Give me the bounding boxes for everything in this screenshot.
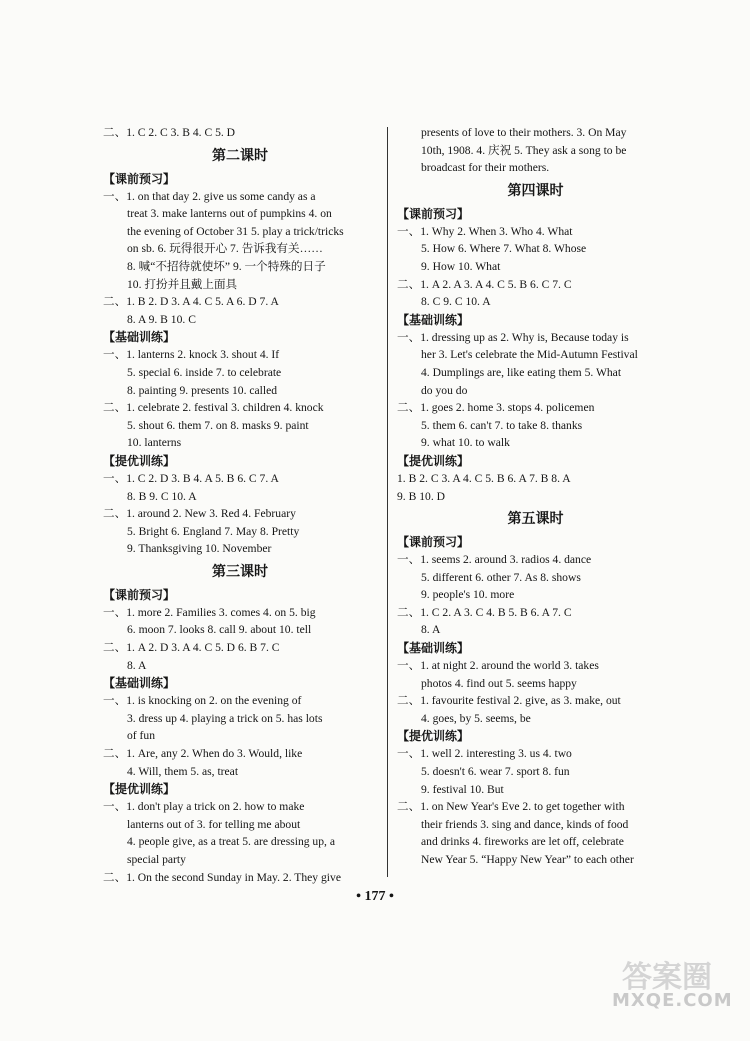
answer-line: 8. B 9. C 10. A bbox=[127, 489, 197, 503]
answer-line: 二、1. C 2. A 3. C 4. B 5. B 6. A 7. C bbox=[397, 605, 572, 619]
answer-line: special party bbox=[127, 853, 186, 866]
answer-line: presents of love to their mothers. 3. On May bbox=[421, 126, 627, 139]
answer-line: 9. How 10. What bbox=[421, 259, 501, 273]
answer-line: 二、1. Are, any 2. When do 3. Would, like bbox=[103, 747, 303, 761]
answer-line: 10. 打扮并且戴上面具 bbox=[127, 277, 238, 291]
left-column bbox=[103, 124, 377, 886]
section-heading: 【基础训练】 bbox=[397, 641, 470, 656]
page-number: • 177 • bbox=[356, 889, 394, 904]
section-heading: 【基础训练】 bbox=[397, 312, 470, 327]
answer-line: 4. people give, as a treat 5. are dressing up, a bbox=[127, 835, 335, 849]
answer-line: 5. doesn't 6. wear 7. sport 8. fun bbox=[421, 765, 570, 779]
answer-line: 4. goes, by 5. seems, be bbox=[421, 711, 531, 725]
answer-line: 4. Will, them 5. as, treat bbox=[127, 764, 239, 778]
answer-line: 二、1. on New Year's Eve 2. to get together with bbox=[397, 800, 625, 814]
answer-line: 二、1. A 2. A 3. A 4. C 5. B 6. C 7. C bbox=[397, 277, 572, 291]
answer-line: 一、1. lanterns 2. knock 3. shout 4. If bbox=[103, 348, 280, 362]
answer-line: 一、1. more 2. Families 3. comes 4. on 5. big bbox=[103, 605, 316, 619]
answer-line: 8. A 9. B 10. C bbox=[127, 312, 196, 326]
answer-line: 5. Bright 6. England 7. May 8. Pretty bbox=[127, 524, 300, 538]
answer-line: 3. dress up 4. playing a trick on 5. has lots bbox=[127, 711, 323, 725]
answer-line: 一、1. don't play a trick on 2. how to make bbox=[103, 800, 305, 814]
answer-line: 5. special 6. inside 7. to celebrate bbox=[127, 365, 282, 379]
answer-line: photos 4. find out 5. seems happy bbox=[421, 676, 577, 690]
answer-line: 一、1. is knocking on 2. on the evening of bbox=[103, 694, 302, 708]
answer-line: treat 3. make lanterns out of pumpkins 4. on bbox=[127, 207, 332, 221]
lesson-title: 第三课时 bbox=[212, 563, 268, 580]
answer-line: 5. different 6. other 7. As 8. shows bbox=[421, 570, 581, 584]
answer-line: 1. B 2. C 3. A 4. C 5. B 6. A 7. B 8. A bbox=[397, 471, 571, 485]
section-heading: 【提优训练】 bbox=[397, 729, 470, 744]
answer-line: 一、1. at night 2. around the world 3. takes bbox=[397, 659, 599, 673]
lesson-title: 第五课时 bbox=[507, 511, 564, 528]
section-heading: 【提优训练】 bbox=[103, 453, 176, 468]
answer-line: 5. How 6. Where 7. What 8. Whose bbox=[421, 242, 587, 256]
watermark-text: MXQE.COM bbox=[612, 990, 733, 1011]
answer-line: 5. them 6. can't 7. to take 8. thanks bbox=[421, 418, 583, 432]
answer-line: the evening of October 31 5. play a trick/tricks bbox=[127, 224, 344, 238]
answer-line: 一、1. Why 2. When 3. Who 4. What bbox=[397, 224, 573, 238]
answer-line: 6. moon 7. looks 8. call 9. about 10. tell bbox=[127, 623, 312, 637]
answer-line: 8. C 9. C 10. A bbox=[421, 295, 491, 309]
section-heading: 【课前预习】 bbox=[397, 535, 470, 550]
answer-line: 10th, 1908. 4. 庆祝 5. They ask a song to be bbox=[421, 143, 627, 157]
answer-line: 9. B 10. D bbox=[397, 489, 445, 503]
lesson-title: 第四课时 bbox=[507, 182, 564, 199]
section-heading: 【课前预习】 bbox=[103, 171, 176, 186]
answer-line: 8. A bbox=[127, 658, 147, 672]
section-heading: 【提优训练】 bbox=[103, 782, 176, 797]
answer-line: and drinks 4. fireworks are let off, celebrate bbox=[421, 835, 624, 849]
answer-line: of fun bbox=[127, 729, 156, 743]
section-heading: 【课前预习】 bbox=[397, 206, 470, 221]
answer-line: 一、1. seems 2. around 3. radios 4. dance bbox=[397, 553, 592, 567]
answer-line: 9. festival 10. But bbox=[421, 782, 504, 796]
lesson-title: 第二课时 bbox=[212, 147, 268, 164]
answer-line: 8. 喊“不招待就使坏” 9. 一个特殊的日子 bbox=[127, 259, 326, 273]
answer-line: 10. lanterns bbox=[127, 436, 182, 450]
answer-line: 一、1. C 2. D 3. B 4. A 5. B 6. C 7. A bbox=[103, 471, 279, 485]
answer-line: 一、1. dressing up as 2. Why is, Because today is bbox=[397, 330, 629, 344]
answer-line: 二、1. C 2. C 3. B 4. C 5. D bbox=[103, 126, 236, 139]
answer-line: do you do bbox=[421, 383, 468, 397]
answer-line: 一、1. well 2. interesting 3. us 4. two bbox=[397, 747, 572, 761]
answer-line: 二、1. goes 2. home 3. stops 4. policemen bbox=[397, 401, 595, 415]
answer-line: her 3. Let's celebrate the Mid-Autumn Festival bbox=[421, 348, 638, 362]
answer-line: broadcast for their mothers. bbox=[421, 161, 550, 175]
answer-line: 二、1. favourite festival 2. give, as 3. make, out bbox=[397, 694, 621, 708]
answer-line: New Year 5. “Happy New Year” to each other bbox=[421, 853, 634, 866]
answer-line: 二、1. celebrate 2. festival 3. children 4. knock bbox=[103, 401, 324, 415]
answer-line: 8. painting 9. presents 10. called bbox=[127, 383, 278, 397]
answer-line: their friends 3. sing and dance, kinds of food bbox=[421, 817, 629, 831]
answer-line: 二、1. On the second Sunday in May. 2. They give bbox=[103, 870, 341, 884]
answer-line: 一、1. on that day 2. give us some candy as a bbox=[103, 189, 316, 203]
answer-line: 9. what 10. to walk bbox=[421, 436, 510, 450]
column-divider bbox=[387, 127, 388, 877]
right-column bbox=[397, 124, 674, 869]
answer-line: 9. Thanksgiving 10. November bbox=[127, 542, 272, 556]
answer-line: on sb. 6. 玩得很开心 7. 告诉我有关…… bbox=[127, 242, 323, 256]
answer-line: 二、1. B 2. D 3. A 4. C 5. A 6. D 7. A bbox=[103, 295, 279, 309]
section-heading: 【基础训练】 bbox=[103, 330, 176, 345]
answer-line: 9. people's 10. more bbox=[421, 588, 515, 602]
answer-line: lanterns out of 3. for telling me about bbox=[127, 817, 301, 831]
answer-line: 5. shout 6. them 7. on 8. masks 9. paint bbox=[127, 418, 309, 432]
section-heading: 【提优训练】 bbox=[397, 453, 470, 468]
section-heading: 【课前预习】 bbox=[103, 587, 176, 602]
answer-line: 8. A bbox=[421, 623, 441, 637]
section-heading: 【基础训练】 bbox=[103, 676, 176, 691]
watermark-logo: 答案圈 bbox=[622, 960, 712, 995]
answer-line: 二、1. around 2. New 3. Red 4. February bbox=[103, 507, 296, 521]
answer-line: 4. Dumplings are, like eating them 5. What bbox=[421, 365, 622, 379]
answer-line: 二、1. A 2. D 3. A 4. C 5. D 6. B 7. C bbox=[103, 641, 280, 655]
